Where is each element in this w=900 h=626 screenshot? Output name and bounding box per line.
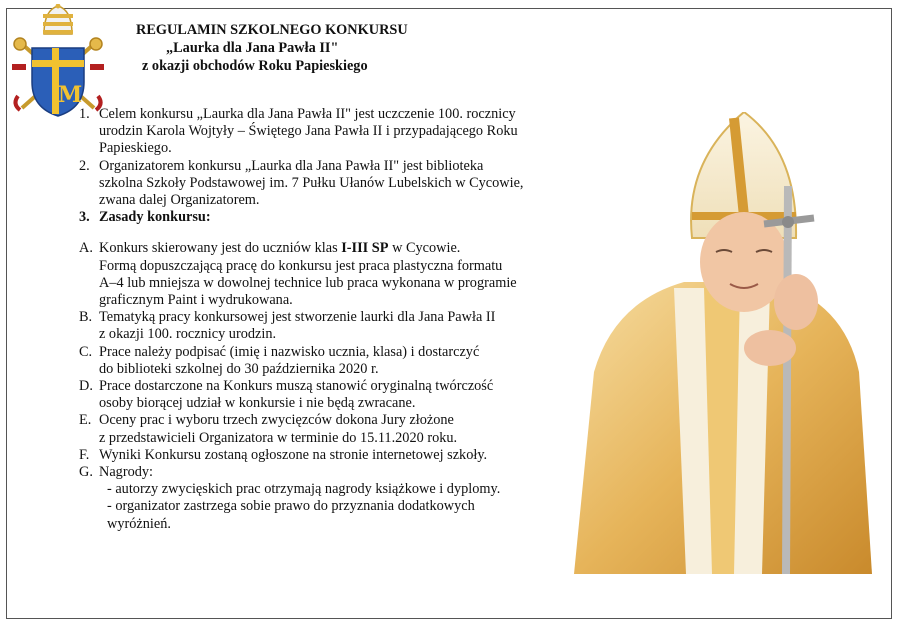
item-line: Organizatorem konkursu „Laurka dla Jana Pawła II" jest biblioteka: [99, 157, 484, 174]
rule-item: [79, 378, 569, 412]
rule-line: Nagrody:: [99, 464, 153, 481]
rule-item: [79, 412, 569, 446]
rule-letter: G.: [79, 464, 93, 481]
rule-line: A–4 lub mniejsza w dowolnej technice lub praca wykonana w programie: [99, 274, 517, 291]
prize-line: - organizator zastrzega sobie prawo do przyznania dodatkowych: [107, 498, 475, 515]
section-title: Zasady konkursu:: [99, 209, 211, 226]
rule-letter: F.: [79, 446, 90, 463]
pope-portrait-image: [574, 112, 872, 574]
rule-letter: A.: [79, 240, 93, 257]
item-line: urodzin Karola Wojtyły – Świętego Jana Pawła II i przypadającego Roku: [99, 123, 518, 140]
rule-line: do biblioteki szkolnej do 30 października 2020 r.: [99, 360, 379, 377]
rule-item: [79, 464, 569, 533]
rule-line: graficznym Paint i wydrukowana.: [99, 292, 293, 309]
document-title: [128, 21, 448, 75]
item-line: Papieskiego.: [99, 140, 172, 157]
rule-line: Oceny prac i wyboru trzech zwycięzców dokona Jury złożone: [99, 412, 454, 429]
rule-line: Formą dopuszczającą pracę do konkursu jest praca plastyczna formatu: [99, 257, 503, 274]
item-number: 3.: [79, 209, 90, 226]
item-line: Celem konkursu „Laurka dla Jana Pawła II" jest uczczenie 100. rocznicy: [99, 106, 516, 122]
title-line-2: „Laurka dla Jana Pawła II": [166, 40, 339, 56]
papal-coat-of-arms-icon: [10, 4, 106, 120]
title-line-3: z okazji obchodów Roku Papieskiego: [142, 58, 368, 74]
rule-line: Prace należy podpisać (imię i nazwisko ucznia, klasa) i dostarczyć: [99, 343, 480, 360]
rule-line: Prace dostarczone na Konkurs muszą stanowić oryginalną twórczość: [99, 378, 494, 395]
rule-bold-text: I-III SP: [341, 240, 389, 257]
rule-letter: D.: [79, 378, 93, 395]
rule-text: Konkurs skierowany jest do uczniów klas: [99, 240, 342, 257]
title-line-1: REGULAMIN SZKOLNEGO KONKURSU: [136, 22, 408, 38]
rule-line: [99, 240, 569, 257]
rule-line: Wyniki Konkursu zostaną ogłoszone na stronie internetowej szkoły.: [99, 446, 488, 463]
prize-line: wyróżnień.: [107, 515, 171, 532]
rule-letter: B.: [79, 309, 93, 326]
item-number: 1.: [79, 106, 90, 122]
rule-text: w Cycowie.: [388, 240, 461, 257]
rule-line: z okazji 100. rocznicy urodzin.: [99, 326, 277, 343]
item-number: 2.: [79, 157, 90, 174]
regulations-body: [79, 106, 569, 533]
section-heading: [79, 209, 569, 226]
numbered-item: [79, 158, 569, 210]
rule-item: [79, 309, 569, 343]
item-line: zwana dalej Organizatorem.: [99, 192, 260, 209]
prize-line: - autorzy zwycięskich prac otrzymają nagrody książkowe i dyplomy.: [107, 481, 501, 498]
item-line: szkolna Szkoły Podstawowej im. 7 Pułku Ułanów Lubelskich w Cycowie,: [99, 174, 524, 191]
rule-line: Tematyką pracy konkursowej jest stworzenie laurki dla Jana Pawła II: [99, 309, 496, 326]
rule-item: [79, 240, 569, 309]
rule-letter: E.: [79, 412, 92, 429]
rule-letter: C.: [79, 343, 93, 360]
rule-line: z przedstawicieli Organizatora w terminie do 15.11.2020 roku.: [99, 429, 458, 446]
rule-item: [79, 447, 569, 464]
svg-text:M: M: [57, 82, 83, 108]
rule-item: [79, 344, 569, 378]
numbered-item: [79, 106, 569, 158]
rule-line: osoby biorącej udział w konkursie i nie będą zwracane.: [99, 395, 416, 412]
